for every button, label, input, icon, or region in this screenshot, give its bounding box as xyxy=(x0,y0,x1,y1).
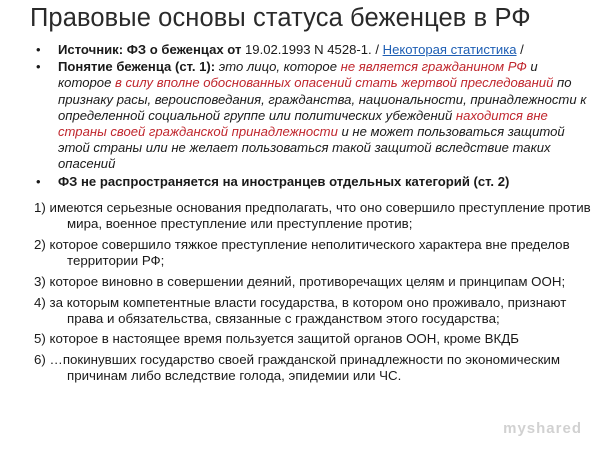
watermark-logo: myshared xyxy=(503,420,582,437)
definition-label: Понятие беженца (ст. 1): xyxy=(58,59,216,75)
bullet-list xyxy=(36,42,592,191)
definition-text-1: это лицо, которое xyxy=(215,59,341,75)
source-label: Источник: ФЗ о беженцах от xyxy=(58,42,242,57)
list-item: 6) …покинувших государство своей гражданской принадлежности по экономическим причинам либо вследствие голода, эпидемии или ЧС. xyxy=(34,352,561,384)
source-text: 19.02.1993 N 4528-1. / xyxy=(241,42,383,57)
page-title: Правовые основы статуса беженцев в РФ xyxy=(30,4,531,32)
bullet-dot-icon: • xyxy=(36,59,41,75)
definition-text-3: по признаку расы, вероисповедания, гражданства, национальности, принадлежности к определенной социальной группе или политических убеждений xyxy=(58,75,587,123)
definition-highlight-3: находится вне страны своей гражданской принадлежности xyxy=(58,107,548,140)
bullet-source xyxy=(36,42,592,58)
definition-highlight-2: в силу вполне обоснованных опасений стать жертвой преследований xyxy=(115,75,554,91)
definition-highlight-1: не является гражданином РФ xyxy=(340,59,527,75)
definition-text-4: и не может пользоваться защитой этой страны или не желает пользоваться такой защитой вследствие таких опасений xyxy=(58,124,565,172)
statistics-link[interactable]: Некоторая статистика xyxy=(382,42,517,57)
list-item: 2) которое совершило тяжкое преступление неполитического характера вне пределов территории РФ; xyxy=(34,236,570,269)
list-item: 1) имеются серьезные основания предполагать, что оно совершило преступление против мира, военное преступление или преступление против; xyxy=(34,200,591,232)
bullet-definition xyxy=(36,59,592,172)
list-item: 3) которое виновно в совершении деяний, противоречащих целям и принципам ООН; xyxy=(34,273,566,289)
bullet-exclusions xyxy=(36,174,592,190)
bullet-dot-icon: • xyxy=(36,42,41,57)
source-tail: / xyxy=(516,42,524,57)
definition-text-2: и которое xyxy=(58,59,538,91)
list-item: 4) за которым компетентные власти государства, в котором оно проживало, признают права и обязательства, связанные с гражданством этого государства; xyxy=(34,294,567,326)
exclusions-list xyxy=(34,200,594,389)
exclusions-heading: ФЗ не распространяется на иностранцев отдельных категорий (ст. 2) xyxy=(58,173,510,189)
list-item: 5) которое в настоящее время пользуется защитой органов ООН, кроме ВКДБ xyxy=(34,331,519,347)
bullet-dot-icon: • xyxy=(36,173,41,189)
